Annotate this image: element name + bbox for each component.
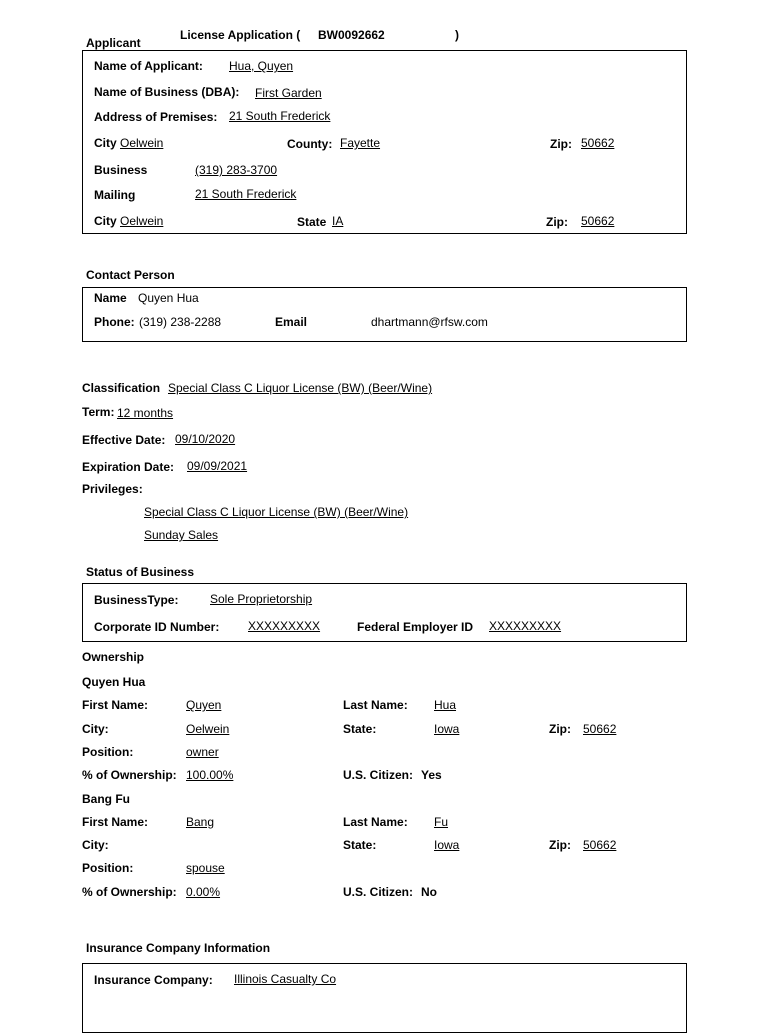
mail-city-value: Oelwein [120,214,164,228]
owner-first-name-label: First Name: [82,815,149,829]
zip-value: 50662 [581,136,615,150]
term-value: 12 months [117,406,174,420]
corporate-id-label: Corporate ID Number: [94,620,220,634]
contact-section-label: Contact Person [86,268,175,282]
contact-phone-value: (319) 238-2288 [139,315,222,329]
owner-citizen-value: No [421,885,437,899]
owner-state-label: State: [343,722,377,736]
corporate-id-value: XXXXXXXXX [248,619,321,633]
owner-state-value: Iowa [434,838,460,852]
classification-label: Classification [82,381,161,395]
owner-zip-value: 50662 [583,838,617,852]
mail-zip-label: Zip: [546,215,568,229]
fein-value: XXXXXXXXX [489,619,562,633]
owner-zip-label: Zip: [549,722,571,736]
fein-label: Federal Employer ID [357,620,474,634]
contact-name-label: Name [94,291,127,305]
owner-city-value: Oelwein [186,722,230,736]
effective-date-label: Effective Date: [82,433,166,447]
owner-state-value: Iowa [434,722,460,736]
city-label: City [94,136,117,150]
mail-zip-value: 50662 [581,214,615,228]
owner-first-name-value: Bang [186,815,215,829]
insurance-section-label: Insurance Company Information [86,941,271,955]
contact-phone-label: Phone: [94,315,135,329]
mailing-value: 21 South Frederick [195,187,297,201]
state-value: IA [332,214,344,228]
dba-value: First Garden [255,86,322,100]
insurance-company-label: Insurance Company: [94,973,213,987]
owner-position-label: Position: [82,745,134,759]
title-suffix: ) [455,28,459,42]
owner-name: Bang Fu [82,792,130,806]
premises-address-value: 21 South Frederick [229,109,331,123]
owner-last-name-value: Fu [434,815,449,829]
owner-pct-label: % of Ownership: [82,885,177,899]
state-label: State [297,215,327,229]
title-prefix: License Application ( [180,28,301,42]
owner-state-label: State: [343,838,377,852]
expiration-date-value: 09/09/2021 [187,459,248,473]
insurance-company-value: Illinois Casualty Co [234,972,337,986]
term-label: Term: [82,405,115,419]
zip-label: Zip: [550,137,572,151]
owner-pct-label: % of Ownership: [82,768,177,782]
owner-first-name-value: Quyen [186,698,222,712]
owner-position-value: owner [186,745,219,759]
applicant-name-value: Hua, Quyen [229,59,294,73]
county-label: County: [287,137,333,151]
dba-label: Name of Business (DBA): [94,85,240,99]
owner-zip-label: Zip: [549,838,571,852]
owner-last-name-label: Last Name: [343,815,408,829]
contact-email-label: Email [275,315,308,329]
business-phone-label: Business [94,163,148,177]
owner-citizen-value: Yes [421,768,442,782]
ownership-section-label: Ownership [82,650,145,664]
owner-zip-value: 50662 [583,722,617,736]
contact-email-value: dhartmann@rfsw.com [371,315,488,329]
business-type-label: BusinessType: [94,593,179,607]
owner-position-value: spouse [186,861,225,875]
owner-name: Quyen Hua [82,675,146,689]
applicant-section-label: Applicant [86,36,141,50]
applicant-name-label: Name of Applicant: [94,59,203,73]
license-number: BW0092662 [318,28,385,42]
owner-citizen-label: U.S. Citizen: [343,885,414,899]
county-value: Fayette [340,136,381,150]
owner-position-label: Position: [82,861,134,875]
business-type-value: Sole Proprietorship [210,592,313,606]
privileges-label: Privileges: [82,482,143,496]
contact-name-value: Quyen Hua [138,291,199,305]
owner-first-name-label: First Name: [82,698,149,712]
owner-citizen-label: U.S. Citizen: [343,768,414,782]
mail-city-label: City [94,214,117,228]
owner-last-name-label: Last Name: [343,698,408,712]
owner-last-name-value: Hua [434,698,457,712]
business-phone-value: (319) 283-3700 [195,163,278,177]
owner-city-label: City: [82,838,109,852]
effective-date-value: 09/10/2020 [175,432,236,446]
owner-pct-value: 0.00% [186,885,221,899]
city-value: Oelwein [120,136,164,150]
privilege-item: Sunday Sales [144,528,219,542]
owner-pct-value: 100.00% [186,768,234,782]
expiration-date-label: Expiration Date: [82,460,175,474]
status-section-label: Status of Business [86,565,195,579]
mailing-label: Mailing [94,188,136,202]
classification-value: Special Class C Liquor License (BW) (Beer/Wine) [168,381,433,395]
owner-city-label: City: [82,722,109,736]
premises-address-label: Address of Premises: [94,110,218,124]
privilege-item: Special Class C Liquor License (BW) (Beer/Wine) [144,505,409,519]
